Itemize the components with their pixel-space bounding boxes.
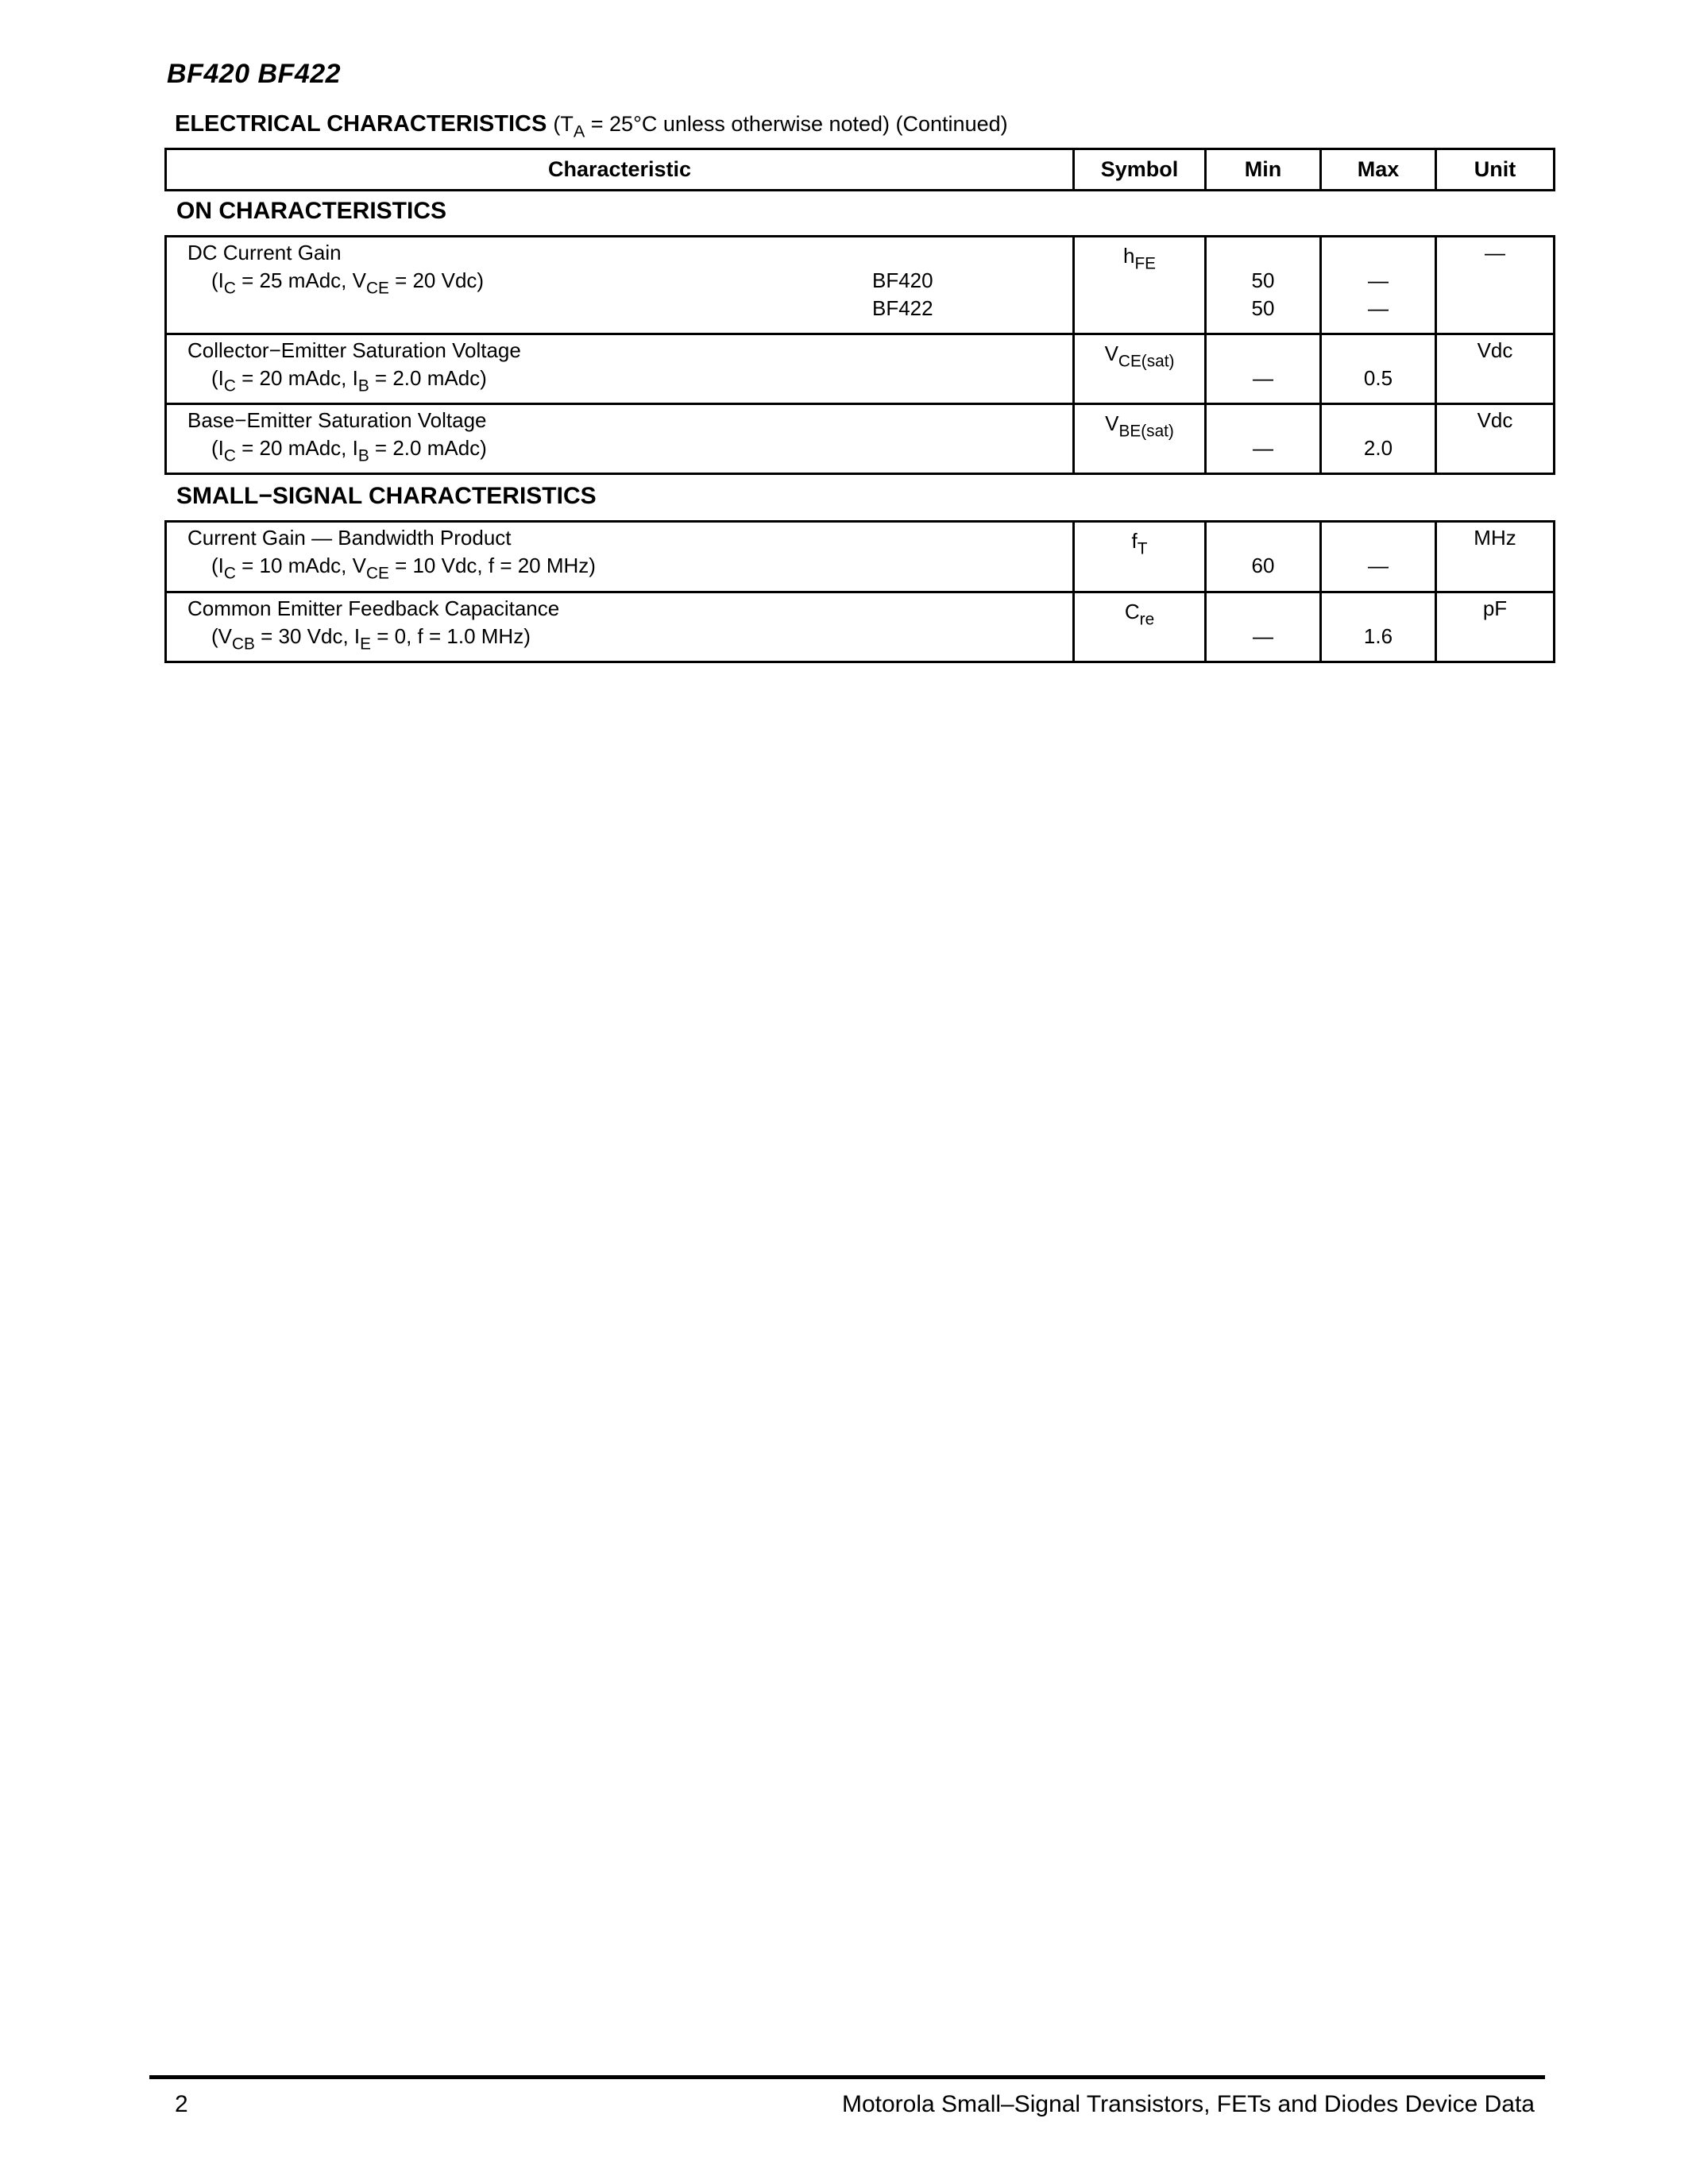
min-cell <box>1206 592 1321 662</box>
page-number: 2 <box>175 2091 188 2117</box>
max-cell <box>1321 522 1436 592</box>
condition-text: = 10 Vdc, f = 20 MHz) <box>388 554 596 577</box>
condition-subscript: CB <box>232 635 255 654</box>
condition-subscript: CE <box>365 279 389 298</box>
condition-text: = 2.0 mAdc) <box>369 436 487 460</box>
section-heading-conditions <box>553 112 1008 141</box>
unit-cell <box>1436 592 1555 662</box>
symbol <box>1075 529 1204 558</box>
characteristics-table <box>164 520 1555 663</box>
condition-text: (I <box>211 268 224 292</box>
min-cell <box>1206 237 1321 334</box>
symbol-cell <box>1074 334 1206 404</box>
condition-text: = 10 mAdc, V <box>235 554 366 577</box>
condition-text: (I <box>211 554 224 577</box>
symbol-cell <box>1074 404 1206 474</box>
condition-subscript: C <box>223 564 236 583</box>
symbol-main: f <box>1131 529 1138 553</box>
condition-text: = 0, f = 1.0 MHz) <box>371 624 531 648</box>
max-cell <box>1321 404 1436 474</box>
symbol-subscript: FE <box>1134 254 1157 273</box>
test-conditions <box>211 624 531 654</box>
symbol-cell <box>1074 522 1206 592</box>
max-value: — <box>1368 554 1389 577</box>
symbol-subscript: re <box>1139 610 1155 629</box>
min-cell <box>1206 404 1321 474</box>
condition-subscript: C <box>223 279 236 298</box>
characteristic-name: Common Emitter Feedback Capacitance <box>187 596 560 620</box>
symbol-main: V <box>1105 411 1119 435</box>
unit-value: Vdc <box>1477 408 1513 432</box>
unit-cell <box>1436 522 1555 592</box>
table-row <box>166 237 1555 334</box>
condition-subscript: B <box>357 376 369 396</box>
condition-text: (V <box>211 624 232 648</box>
column-header-symbol: Symbol <box>1074 149 1206 191</box>
symbol-main: C <box>1124 600 1140 623</box>
min-value: 50 <box>1251 268 1275 292</box>
symbol-subscript: CE(sat) <box>1118 352 1175 371</box>
min-value: — <box>1253 436 1273 460</box>
min-value: 60 <box>1251 554 1275 577</box>
table-row <box>166 334 1555 404</box>
unit-cell <box>1436 237 1555 334</box>
device-variant-label: BF420 <box>872 268 933 292</box>
min-value: — <box>1253 624 1273 648</box>
characteristic-name: Base−Emitter Saturation Voltage <box>187 408 487 432</box>
condition-subscript: E <box>360 635 372 654</box>
condition-subscript: CE <box>365 564 389 583</box>
max-value: 1.6 <box>1363 624 1393 648</box>
unit-value: pF <box>1482 596 1508 620</box>
table-row <box>166 522 1555 592</box>
device-variant-label: BF422 <box>872 296 933 320</box>
symbol-subscript: T <box>1137 539 1148 558</box>
unit-value: — <box>1485 241 1505 264</box>
min-cell <box>1206 334 1321 404</box>
column-header-max: Max <box>1321 149 1436 191</box>
characteristics-table <box>164 235 1555 475</box>
symbol <box>1075 244 1204 273</box>
symbol <box>1075 600 1204 629</box>
group-heading: SMALL−SIGNAL CHARACTERISTICS <box>176 483 597 509</box>
section-heading <box>175 111 1008 141</box>
symbol <box>1075 411 1204 441</box>
symbol-main: V <box>1104 341 1118 365</box>
part-title: BF420 BF422 <box>167 59 342 89</box>
max-cell <box>1321 237 1436 334</box>
unit-value: Vdc <box>1477 338 1513 362</box>
footer-text: Motorola Small–Signal Transistors, FETs and Diodes Device Data <box>841 2091 1535 2117</box>
cond-text: = 25°C unless otherwise noted) (Continued) <box>585 112 1008 136</box>
test-conditions <box>211 366 487 396</box>
max-value: — <box>1368 268 1389 292</box>
characteristic-cell <box>166 334 1074 404</box>
max-value: — <box>1368 296 1389 320</box>
min-value: — <box>1253 366 1273 390</box>
symbol <box>1075 341 1204 371</box>
symbol-subscript: BE(sat) <box>1118 422 1174 441</box>
max-value: 2.0 <box>1363 436 1393 460</box>
condition-subscript: C <box>223 446 236 465</box>
condition-text: (I <box>211 366 224 390</box>
unit-cell <box>1436 404 1555 474</box>
max-value: 0.5 <box>1363 366 1393 390</box>
characteristic-name: DC Current Gain <box>187 241 342 264</box>
symbol-cell <box>1074 237 1206 334</box>
max-cell <box>1321 334 1436 404</box>
condition-text: = 30 Vdc, I <box>254 624 361 648</box>
unit-cell <box>1436 334 1555 404</box>
footer-rule <box>149 2075 1545 2079</box>
condition-text: = 20 Vdc) <box>388 268 485 292</box>
condition-text: = 2.0 mAdc) <box>369 366 487 390</box>
characteristic-cell <box>166 592 1074 662</box>
characteristic-cell <box>166 404 1074 474</box>
condition-text: = 25 mAdc, V <box>235 268 366 292</box>
unit-value: MHz <box>1474 526 1516 550</box>
characteristic-cell <box>166 237 1074 334</box>
cond-text: (T <box>553 112 574 136</box>
condition-subscript: C <box>223 376 236 396</box>
symbol-cell <box>1074 592 1206 662</box>
section-heading-title: ELECTRICAL CHARACTERISTICS <box>175 111 547 137</box>
characteristic-name: Current Gain — Bandwidth Product <box>187 526 512 550</box>
table-row <box>166 404 1555 474</box>
test-conditions <box>211 436 487 465</box>
characteristic-cell <box>166 522 1074 592</box>
condition-text: = 20 mAdc, I <box>235 366 358 390</box>
condition-text: = 20 mAdc, I <box>235 436 358 460</box>
column-header-min: Min <box>1206 149 1321 191</box>
min-value: 50 <box>1251 296 1275 320</box>
condition-subscript: B <box>357 446 369 465</box>
characteristic-name: Collector−Emitter Saturation Voltage <box>187 338 521 362</box>
test-conditions <box>211 268 485 298</box>
min-cell <box>1206 522 1321 592</box>
cond-subscript: A <box>573 121 585 141</box>
group-heading: ON CHARACTERISTICS <box>176 198 447 224</box>
test-conditions <box>211 554 596 583</box>
table-header <box>164 148 1555 191</box>
condition-text: (I <box>211 436 224 460</box>
max-cell <box>1321 592 1436 662</box>
symbol-main: h <box>1122 244 1135 268</box>
column-header-characteristic: Characteristic <box>166 149 1074 191</box>
column-header-unit: Unit <box>1436 149 1555 191</box>
table-row <box>166 592 1555 662</box>
